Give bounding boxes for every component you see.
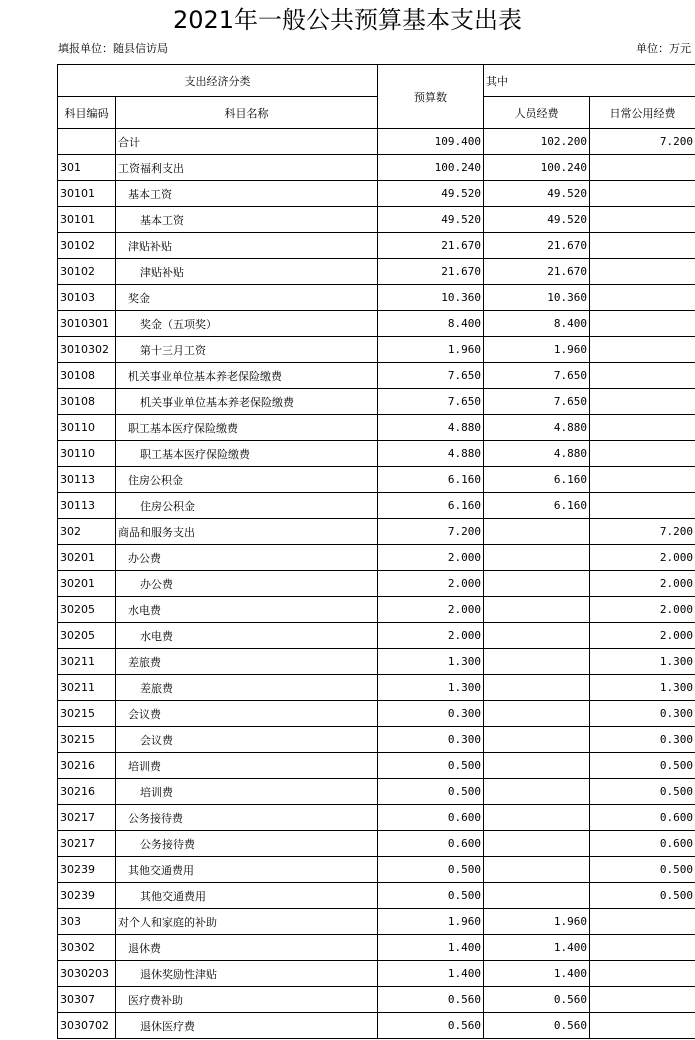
row-name: 会议费	[116, 727, 378, 753]
row-budget: 49.520	[378, 181, 484, 207]
row-budget: 0.500	[378, 779, 484, 805]
row-name: 第十三月工资	[116, 337, 378, 363]
budget-table	[57, 64, 695, 1039]
row-daily	[590, 935, 695, 961]
header-personnel: 人员经费	[484, 97, 590, 129]
row-daily: 2.000	[590, 571, 695, 597]
table-row	[58, 389, 695, 415]
row-code: 30103	[58, 285, 116, 311]
table-row	[58, 649, 695, 675]
row-personnel: 49.520	[484, 207, 590, 233]
row-code: 30216	[58, 753, 116, 779]
row-personnel: 0.560	[484, 1013, 590, 1039]
table-row	[58, 415, 695, 441]
row-budget: 0.300	[378, 727, 484, 753]
row-budget: 1.960	[378, 337, 484, 363]
row-code: 30113	[58, 493, 116, 519]
row-daily: 0.300	[590, 727, 695, 753]
row-personnel: 4.880	[484, 441, 590, 467]
row-budget: 2.000	[378, 623, 484, 649]
row-daily	[590, 363, 695, 389]
row-budget: 7.650	[378, 363, 484, 389]
row-budget: 100.240	[378, 155, 484, 181]
row-code: 30110	[58, 415, 116, 441]
row-name: 机关事业单位基本养老保险缴费	[116, 363, 378, 389]
row-personnel: 1.400	[484, 961, 590, 987]
row-code: 30307	[58, 987, 116, 1013]
table-row	[58, 883, 695, 909]
row-budget: 0.600	[378, 831, 484, 857]
table-row	[58, 233, 695, 259]
row-code: 30113	[58, 467, 116, 493]
table-row	[58, 311, 695, 337]
row-budget: 21.670	[378, 233, 484, 259]
row-daily	[590, 389, 695, 415]
table-row	[58, 155, 695, 181]
header-daily: 日常公用经费	[590, 97, 695, 129]
row-name: 其他交通费用	[116, 883, 378, 909]
row-personnel: 21.670	[484, 259, 590, 285]
row-code: 30101	[58, 207, 116, 233]
currency-unit: 单位：万元	[636, 42, 691, 55]
row-code: 302	[58, 519, 116, 545]
table-body	[58, 129, 695, 1039]
row-budget: 0.300	[378, 701, 484, 727]
row-personnel: 7.650	[484, 363, 590, 389]
row-personnel	[484, 649, 590, 675]
row-name: 其他交通费用	[116, 857, 378, 883]
row-name: 差旅费	[116, 649, 378, 675]
row-budget: 0.560	[378, 1013, 484, 1039]
table-row	[58, 337, 695, 363]
row-name: 办公费	[116, 571, 378, 597]
row-code: 30215	[58, 727, 116, 753]
row-daily: 7.200	[590, 129, 695, 155]
row-code: 3030702	[58, 1013, 116, 1039]
header-name: 科目名称	[116, 97, 378, 129]
row-code: 3010301	[58, 311, 116, 337]
row-name: 商品和服务支出	[116, 519, 378, 545]
row-code: 30205	[58, 623, 116, 649]
row-daily	[590, 207, 695, 233]
row-name: 津贴补贴	[116, 259, 378, 285]
row-personnel	[484, 727, 590, 753]
row-budget: 1.400	[378, 961, 484, 987]
row-name: 培训费	[116, 753, 378, 779]
row-name: 住房公积金	[116, 493, 378, 519]
row-name: 基本工资	[116, 181, 378, 207]
row-personnel: 0.560	[484, 987, 590, 1013]
row-code: 30102	[58, 233, 116, 259]
row-daily	[590, 493, 695, 519]
row-name: 培训费	[116, 779, 378, 805]
row-budget: 1.960	[378, 909, 484, 935]
row-code: 30101	[58, 181, 116, 207]
row-daily	[590, 181, 695, 207]
header-code: 科目编码	[58, 97, 116, 129]
row-daily	[590, 441, 695, 467]
row-daily: 7.200	[590, 519, 695, 545]
table-row	[58, 545, 695, 571]
row-code: 30108	[58, 389, 116, 415]
row-name: 退休奖励性津贴	[116, 961, 378, 987]
row-name: 公务接待费	[116, 831, 378, 857]
table-row	[58, 1013, 695, 1039]
row-daily: 0.300	[590, 701, 695, 727]
row-name: 机关事业单位基本养老保险缴费	[116, 389, 378, 415]
row-personnel: 1.960	[484, 337, 590, 363]
row-personnel: 21.670	[484, 233, 590, 259]
table-row	[58, 467, 695, 493]
row-daily	[590, 415, 695, 441]
row-name: 差旅费	[116, 675, 378, 701]
table-row	[58, 831, 695, 857]
row-name: 退休费	[116, 935, 378, 961]
row-code: 30110	[58, 441, 116, 467]
row-name: 合计	[116, 129, 378, 155]
row-personnel	[484, 571, 590, 597]
table-row	[58, 961, 695, 987]
row-budget: 8.400	[378, 311, 484, 337]
row-code: 3030203	[58, 961, 116, 987]
row-name: 水电费	[116, 623, 378, 649]
row-code	[58, 129, 116, 155]
row-code: 30215	[58, 701, 116, 727]
row-daily: 0.600	[590, 805, 695, 831]
row-daily	[590, 233, 695, 259]
row-code: 30211	[58, 649, 116, 675]
table-row	[58, 493, 695, 519]
row-daily	[590, 467, 695, 493]
row-budget: 0.500	[378, 883, 484, 909]
row-budget: 49.520	[378, 207, 484, 233]
row-personnel: 6.160	[484, 493, 590, 519]
row-personnel: 102.200	[484, 129, 590, 155]
header-budget: 预算数	[378, 65, 484, 129]
row-budget: 4.880	[378, 415, 484, 441]
row-name: 职工基本医疗保险缴费	[116, 415, 378, 441]
row-personnel	[484, 857, 590, 883]
row-daily: 0.500	[590, 779, 695, 805]
row-name: 退休医疗费	[116, 1013, 378, 1039]
row-code: 30102	[58, 259, 116, 285]
table-row	[58, 363, 695, 389]
row-budget: 1.300	[378, 675, 484, 701]
row-budget: 0.500	[378, 753, 484, 779]
row-personnel	[484, 779, 590, 805]
row-budget: 0.560	[378, 987, 484, 1013]
row-personnel	[484, 883, 590, 909]
table-row	[58, 181, 695, 207]
row-budget: 2.000	[378, 571, 484, 597]
row-code: 30302	[58, 935, 116, 961]
row-daily	[590, 337, 695, 363]
row-personnel: 100.240	[484, 155, 590, 181]
table-row	[58, 675, 695, 701]
row-name: 水电费	[116, 597, 378, 623]
row-code: 30239	[58, 857, 116, 883]
table-row	[58, 207, 695, 233]
row-code: 30239	[58, 883, 116, 909]
row-personnel	[484, 597, 590, 623]
row-name: 医疗费补助	[116, 987, 378, 1013]
row-personnel: 7.650	[484, 389, 590, 415]
row-budget: 7.650	[378, 389, 484, 415]
table-row	[58, 779, 695, 805]
table-row	[58, 857, 695, 883]
row-daily: 0.500	[590, 857, 695, 883]
row-daily	[590, 909, 695, 935]
row-budget: 1.400	[378, 935, 484, 961]
row-daily	[590, 155, 695, 181]
row-code: 30201	[58, 571, 116, 597]
table-row	[58, 987, 695, 1013]
row-budget: 7.200	[378, 519, 484, 545]
row-personnel: 4.880	[484, 415, 590, 441]
table-row	[58, 935, 695, 961]
row-budget: 2.000	[378, 597, 484, 623]
row-name: 工资福利支出	[116, 155, 378, 181]
reporting-unit: 填报单位：随县信访局	[58, 42, 168, 55]
row-budget: 6.160	[378, 467, 484, 493]
row-personnel	[484, 675, 590, 701]
row-daily: 0.600	[590, 831, 695, 857]
table-row	[58, 519, 695, 545]
table-row	[58, 727, 695, 753]
row-personnel	[484, 753, 590, 779]
row-daily: 0.500	[590, 753, 695, 779]
row-personnel	[484, 519, 590, 545]
row-name: 对个人和家庭的补助	[116, 909, 378, 935]
row-personnel	[484, 545, 590, 571]
row-budget: 6.160	[378, 493, 484, 519]
row-code: 30217	[58, 805, 116, 831]
row-code: 301	[58, 155, 116, 181]
row-budget: 109.400	[378, 129, 484, 155]
row-budget: 10.360	[378, 285, 484, 311]
table-row	[58, 623, 695, 649]
row-daily	[590, 987, 695, 1013]
row-name: 奖金（五项奖）	[116, 311, 378, 337]
row-code: 30217	[58, 831, 116, 857]
row-daily	[590, 961, 695, 987]
row-daily: 0.500	[590, 883, 695, 909]
row-daily	[590, 311, 695, 337]
row-personnel: 1.400	[484, 935, 590, 961]
row-name: 会议费	[116, 701, 378, 727]
page-title: 2021年一般公共预算基本支出表	[172, 6, 523, 34]
table-row	[58, 701, 695, 727]
table-row	[58, 441, 695, 467]
table-row	[58, 753, 695, 779]
row-name: 公务接待费	[116, 805, 378, 831]
table-row	[58, 259, 695, 285]
row-personnel	[484, 701, 590, 727]
row-personnel: 10.360	[484, 285, 590, 311]
row-daily	[590, 259, 695, 285]
row-code: 30205	[58, 597, 116, 623]
row-personnel: 6.160	[484, 467, 590, 493]
row-personnel: 1.960	[484, 909, 590, 935]
row-code: 303	[58, 909, 116, 935]
row-code: 30216	[58, 779, 116, 805]
table-row	[58, 285, 695, 311]
row-budget: 4.880	[378, 441, 484, 467]
row-budget: 0.500	[378, 857, 484, 883]
row-daily: 1.300	[590, 675, 695, 701]
row-code: 30108	[58, 363, 116, 389]
row-code: 30211	[58, 675, 116, 701]
row-personnel	[484, 805, 590, 831]
row-personnel: 8.400	[484, 311, 590, 337]
row-personnel: 49.520	[484, 181, 590, 207]
header-category: 支出经济分类	[58, 65, 378, 97]
row-name: 住房公积金	[116, 467, 378, 493]
row-daily: 1.300	[590, 649, 695, 675]
row-daily: 2.000	[590, 623, 695, 649]
row-name: 奖金	[116, 285, 378, 311]
row-code: 3010302	[58, 337, 116, 363]
header-of-which: 其中	[484, 65, 695, 97]
table-row	[58, 909, 695, 935]
row-daily: 2.000	[590, 545, 695, 571]
row-name: 基本工资	[116, 207, 378, 233]
row-budget: 21.670	[378, 259, 484, 285]
table-row	[58, 805, 695, 831]
row-personnel	[484, 831, 590, 857]
row-personnel	[484, 623, 590, 649]
table-row	[58, 571, 695, 597]
row-daily	[590, 285, 695, 311]
table-row	[58, 597, 695, 623]
table-row	[58, 129, 695, 155]
row-name: 办公费	[116, 545, 378, 571]
row-daily	[590, 1013, 695, 1039]
row-budget: 2.000	[378, 545, 484, 571]
row-name: 职工基本医疗保险缴费	[116, 441, 378, 467]
row-name: 津贴补贴	[116, 233, 378, 259]
row-code: 30201	[58, 545, 116, 571]
row-daily: 2.000	[590, 597, 695, 623]
row-budget: 1.300	[378, 649, 484, 675]
row-budget: 0.600	[378, 805, 484, 831]
